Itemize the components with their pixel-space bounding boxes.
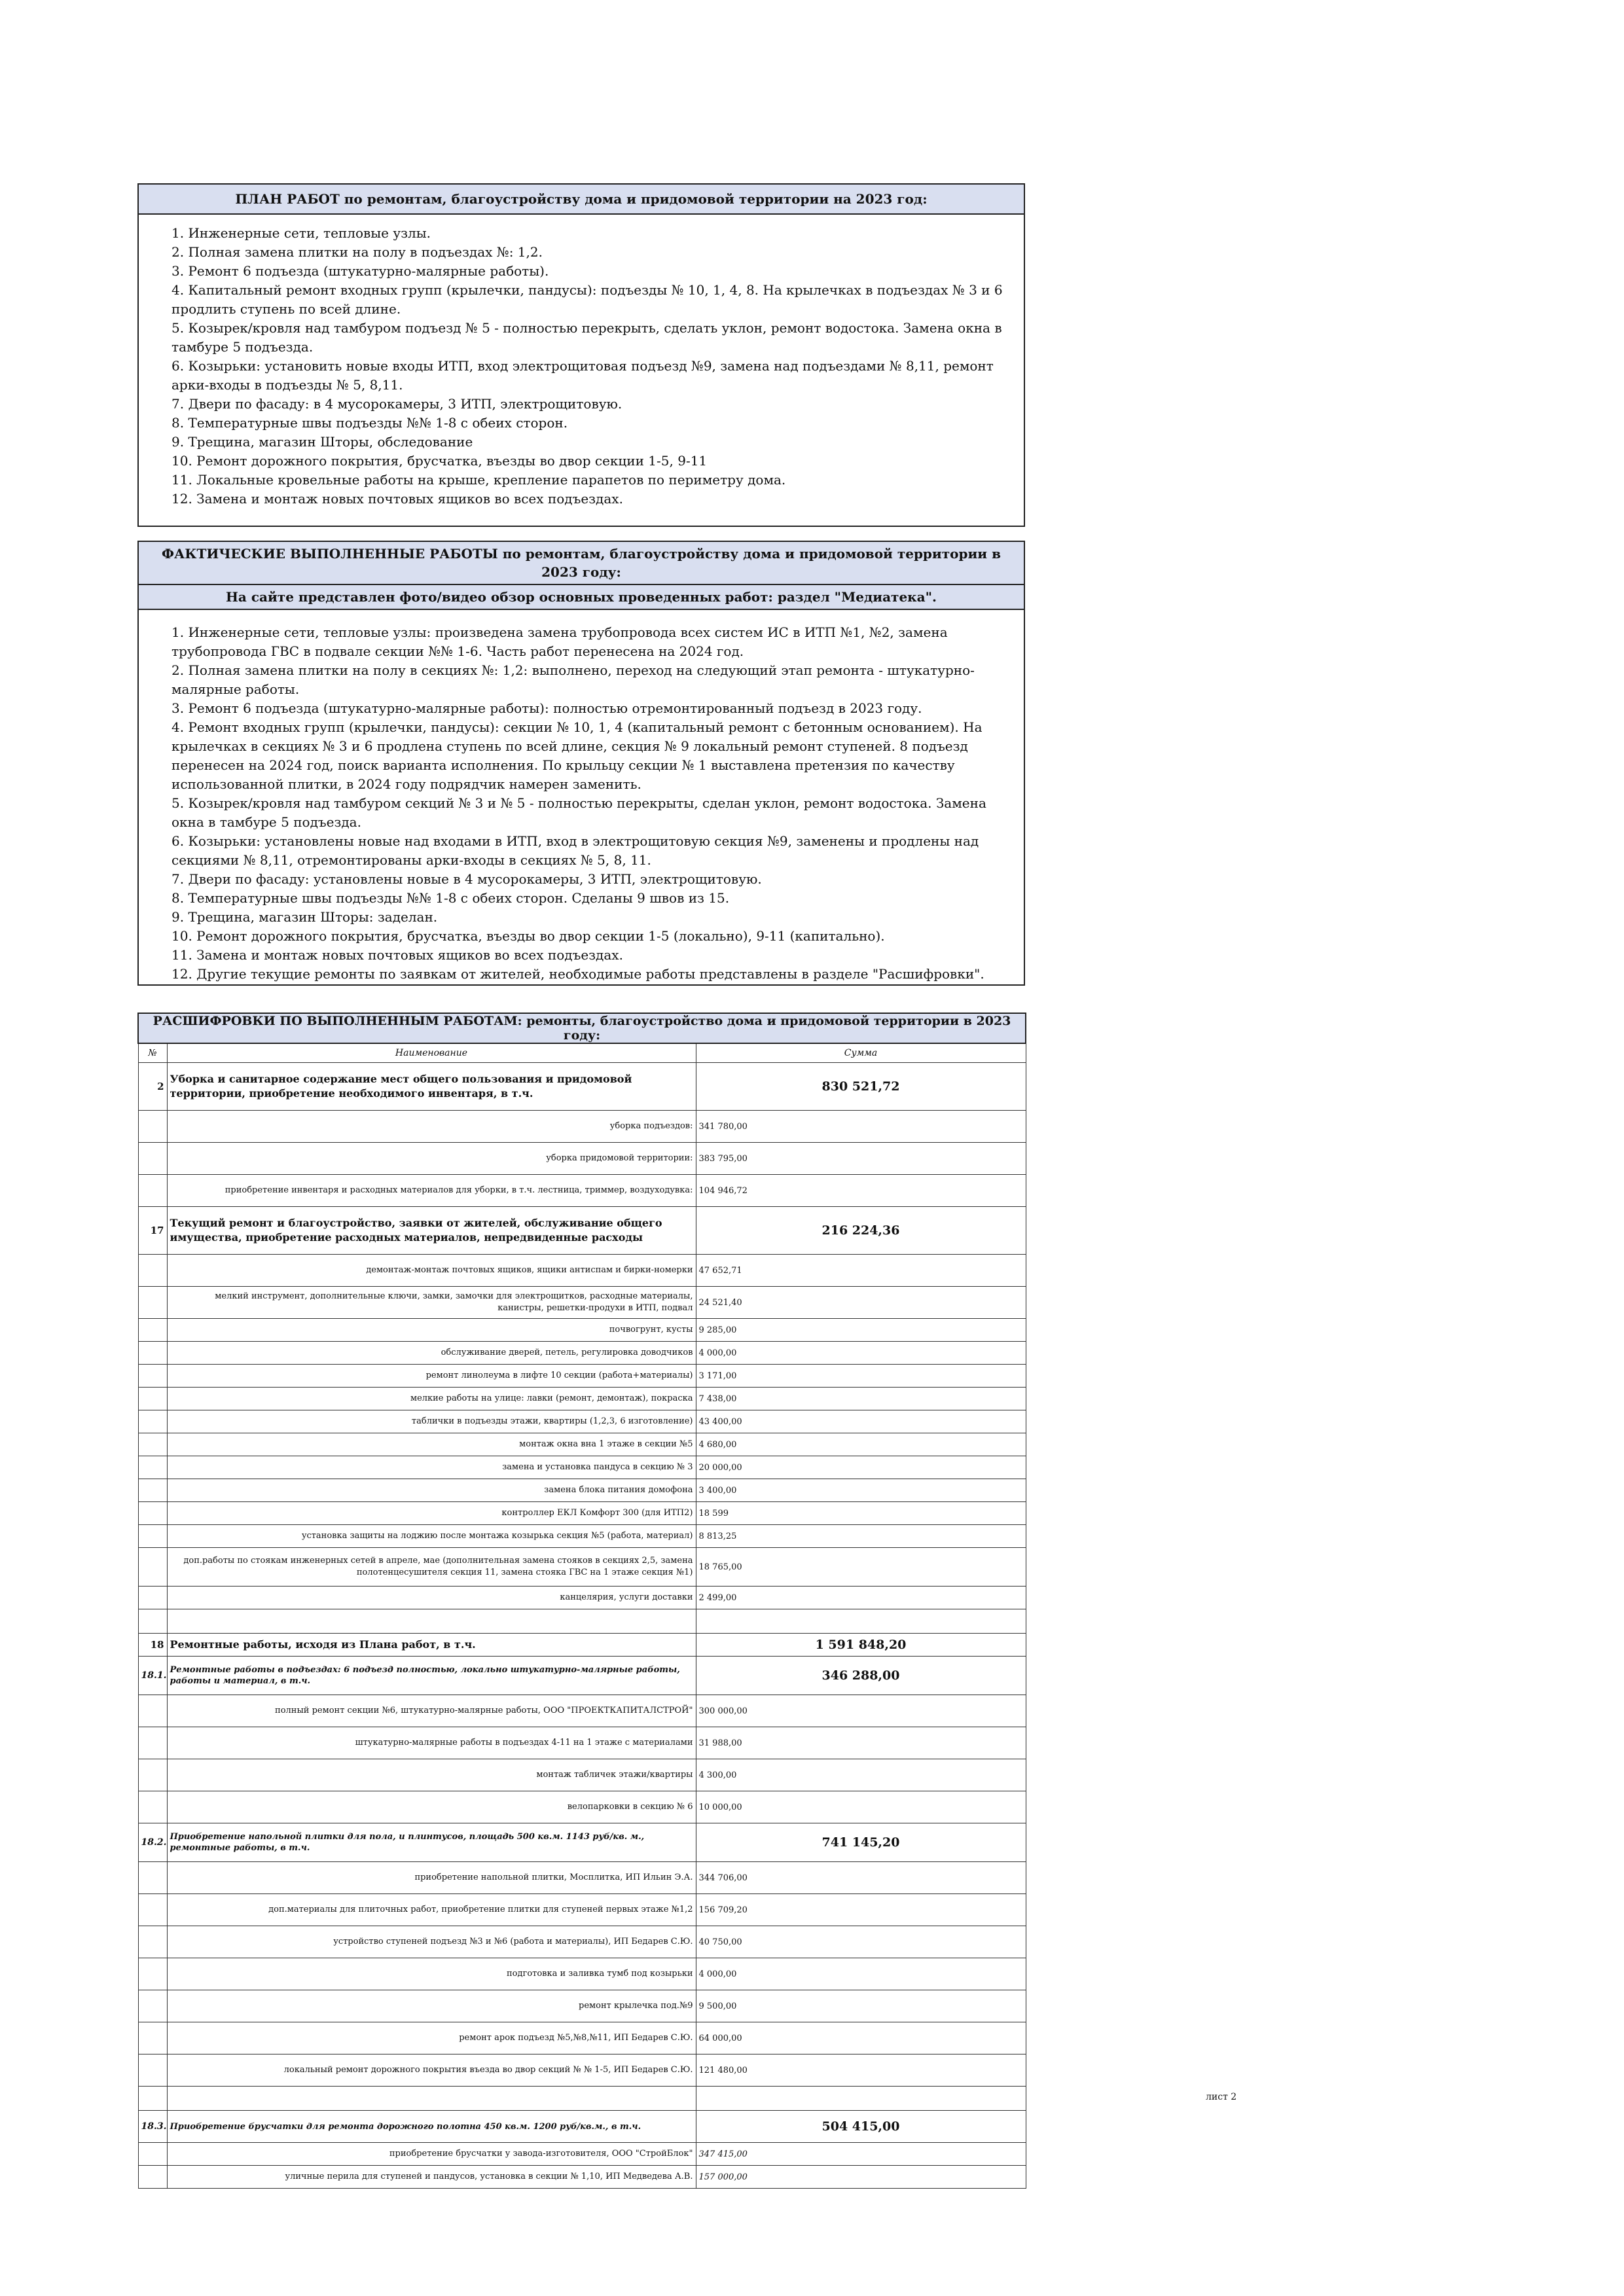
empty-cell xyxy=(138,1502,167,1525)
fact-item: 12. Другие текущие ремонты по заявкам от жителей, необходимые работы представлены в разделе "Расшифровки". xyxy=(171,966,984,982)
empty-cell xyxy=(138,1587,167,1609)
item-name: демонтаж-монтаж почтовых ящиков, ящики антиспам и бирки-номерки xyxy=(167,1255,696,1287)
plan-item: 8. Температурные швы подъезды №№ 1-8 с обеих сторон. xyxy=(171,415,568,431)
subgroup-sum: 346 288,00 xyxy=(696,1657,1026,1695)
empty-cell xyxy=(167,2087,696,2111)
table-row-subgroup xyxy=(138,1823,1026,1862)
fact-items xyxy=(139,610,1024,989)
item-value: 347 415,00 xyxy=(696,2143,1026,2166)
item-name: полный ремонт секции №6, штукатурно-малярные работы, ООО "ПРОЕКТКАПИТАЛСТРОЙ" xyxy=(167,1695,696,1727)
item-name: приобретение инвентаря и расходных материалов для уборки, в т.ч. лестница, триммер, воздуходувка: xyxy=(167,1175,696,1207)
empty-cell xyxy=(138,1255,167,1287)
empty-cell xyxy=(138,2087,167,2111)
empty-cell xyxy=(138,1695,167,1727)
empty-cell xyxy=(138,1926,167,1958)
table-row xyxy=(138,1433,1026,1456)
table-row xyxy=(138,1587,1026,1609)
item-value: 31 988,00 xyxy=(696,1727,1026,1759)
fact-item: 4. Ремонт входных групп (крылечки, пандусы): секции № 10, 1, 4 (капитальный ремонт с бетонным основанием). На крылечках в секциях № 3 и 6 продлена ступень по всей длине, секция № 9 локальный ремонт ступеней. 8 подъезд перенесен на 2024 год, поиск варианта исполнения. По крыльцу секции № 1 выставлена претензия по качеству использованной плитки, в 2024 году подрядчик намерен заменить. xyxy=(171,719,983,792)
item-name: штукатурно-малярные работы в подъездах 4-11 на 1 этаже с материалами xyxy=(167,1727,696,1759)
empty-cell xyxy=(138,1548,167,1587)
group-number: 17 xyxy=(138,1207,167,1255)
item-name: доп.материалы для плиточных работ, приобретение плитки для ступеней первых этаже №1,2 xyxy=(167,1894,696,1926)
fact-item: 2. Полная замена плитки на полу в секциях №: 1,2: выполнено, переход на следующий этап ремонта - штукатурно-малярные работы. xyxy=(171,662,975,697)
empty-cell xyxy=(138,1433,167,1456)
sheet-label: лист 2 xyxy=(1206,2092,1237,2102)
item-name: ремонт линолеума в лифте 10 секции (работа+материалы) xyxy=(167,1365,696,1388)
empty-cell xyxy=(696,1609,1026,1634)
plan-item: 5. Козырек/кровля над тамбуром подъезд № 5 - полностью перекрыть, сделать уклон, ремонт водостока. Замена окна в тамбуре 5 подъезда. xyxy=(171,320,1002,355)
item-name: контроллер ЕКЛ Комфорт 300 (для ИТП2) xyxy=(167,1502,696,1525)
group-number: 18 xyxy=(138,1634,167,1657)
table-row xyxy=(138,2166,1026,2189)
plan-item: 6. Козырьки: установить новые входы ИТП, вход электрощитовая подъезд №9, замена над подъездами № 8,11, ремонт арки-входы в подъезды № 5, 8,11. xyxy=(171,358,994,393)
table-row xyxy=(138,1410,1026,1433)
table-row xyxy=(138,1175,1026,1207)
item-name: устройство ступеней подъезд №3 и №6 (работа и материалы), ИП Бедарев С.Ю. xyxy=(167,1926,696,1958)
subgroup-name: Приобретение напольной плитки для пола, и плинтусов, площадь 500 кв.м. 1143 руб/кв. м., ремонтные работы, в т.ч. xyxy=(167,1823,696,1862)
item-name: доп.работы по стоякам инженерных сетей в апреле, мае (дополнительная замена стояков в секциях 2,5, замена полотенцесушителя секция 11, замена стояка ГВС на 1 этаже секция №1) xyxy=(167,1548,696,1587)
item-name: обслуживание дверей, петель, регулировка доводчиков xyxy=(167,1342,696,1365)
group-name: Текущий ремонт и благоустройство, заявки от жителей, обслуживание общего имущества, приобретение расходных материалов, непредвиденные расходы xyxy=(167,1207,696,1255)
group-sum: 830 521,72 xyxy=(696,1063,1026,1111)
item-value: 40 750,00 xyxy=(696,1926,1026,1958)
empty-cell xyxy=(696,2087,1026,2111)
item-value: 4 000,00 xyxy=(696,1342,1026,1365)
item-value: 9 285,00 xyxy=(696,1319,1026,1342)
item-name: установка защиты на лоджию после монтажа козырька секция №5 (работа, материал) xyxy=(167,1525,696,1548)
subgroup-name: Приобретение брусчатки для ремонта дорожного полотна 450 кв.м. 1200 руб/кв.м., в т.ч. xyxy=(167,2111,696,2143)
item-value: 344 706,00 xyxy=(696,1862,1026,1894)
empty-cell xyxy=(138,1410,167,1433)
table-row xyxy=(138,1479,1026,1502)
item-name: велопарковки в секцию № 6 xyxy=(167,1791,696,1823)
item-value: 3 171,00 xyxy=(696,1365,1026,1388)
fact-item: 1. Инженерные сети, тепловые узлы: произведена замена трубопровода всех систем ИС в ИТП №1, №2, замена трубопровода ГВС в подвале секции №№ 1-6. Часть работ перенесена на 2024 год. xyxy=(171,624,948,659)
empty-cell xyxy=(138,1175,167,1207)
item-value: 24 521,40 xyxy=(696,1287,1026,1319)
fact-title: ФАКТИЧЕСКИЕ ВЫПОЛНЕННЫЕ РАБОТЫ по ремонтам, благоустройству дома и придомовой территории в 2023 году: xyxy=(139,542,1024,585)
empty-cell xyxy=(138,1791,167,1823)
empty-cell xyxy=(138,1894,167,1926)
table-row xyxy=(138,1319,1026,1342)
item-value: 157 000,00 xyxy=(696,2166,1026,2189)
item-value: 4 000,00 xyxy=(696,1958,1026,1990)
empty-cell xyxy=(138,1319,167,1342)
col-name-header: Наименование xyxy=(167,1043,696,1063)
item-name: монтаж табличек этажи/квартиры xyxy=(167,1759,696,1791)
table-row xyxy=(138,1143,1026,1175)
plan-item: 9. Трещина, магазин Шторы, обследование xyxy=(171,434,473,450)
fact-item: 5. Козырек/кровля над тамбуром секций № 3 и № 5 - полностью перекрыты, сделан уклон, ремонт водостока. Замена окна в тамбуре 5 подъезда. xyxy=(171,795,986,830)
empty-cell xyxy=(138,1388,167,1410)
fact-item: 3. Ремонт 6 подъезда (штукатурно-малярные работы): полностью отремонтированный подъезд в 2023 году. xyxy=(171,700,922,716)
fact-item: 10. Ремонт дорожного покрытия, брусчатка, въезды во двор секции 1-5 (локально), 9-11 (капитально). xyxy=(171,928,885,944)
plan-items xyxy=(139,215,1024,514)
item-name: подготовка и заливка тумб под козырьки xyxy=(167,1958,696,1990)
empty-cell xyxy=(138,2166,167,2189)
subgroup-sum: 741 145,20 xyxy=(696,1823,1026,1862)
plan-item: 3. Ремонт 6 подъезда (штукатурно-малярные работы). xyxy=(171,263,549,279)
table-row xyxy=(138,1525,1026,1548)
table-row xyxy=(138,1791,1026,1823)
decode-title: РАСШИФРОВКИ ПО ВЫПОЛНЕННЫМ РАБОТАМ: ремонты, благоустройство дома и придомовой территории в 2023 году: xyxy=(138,1013,1026,1043)
item-name: почвогрунт, кусты xyxy=(167,1319,696,1342)
table-title-row xyxy=(138,1013,1026,1043)
empty-cell xyxy=(167,1609,696,1634)
plan-item: 4. Капитальный ремонт входных групп (крылечки, пандусы): подъезды № 10, 1, 4, 8. На крылечках в подъездах № 3 и 6 продлить ступень по всей длине. xyxy=(171,282,1003,317)
empty-cell xyxy=(138,1111,167,1143)
table-row xyxy=(138,1287,1026,1319)
col-sum-header: Сумма xyxy=(696,1043,1026,1063)
subgroup-name: Ремонтные работы в подъездах: 6 подъезд полностью, локально штукатурно-малярные работы, работы и материал, в т.ч. xyxy=(167,1657,696,1695)
item-value: 64 000,00 xyxy=(696,2022,1026,2054)
fact-item: 9. Трещина, магазин Шторы: заделан. xyxy=(171,909,438,925)
table-row-group xyxy=(138,1207,1026,1255)
item-name: приобретение брусчатки у завода-изготовителя, ООО "СтройБлок" xyxy=(167,2143,696,2166)
plan-item: 12. Замена и монтаж новых почтовых ящиков во всех подъездах. xyxy=(171,491,623,507)
table-row xyxy=(138,2022,1026,2054)
group-number: 2 xyxy=(138,1063,167,1111)
fact-item: 7. Двери по фасаду: установлены новые в 4 мусорокамеры, 3 ИТП, электрощитовую. xyxy=(171,871,762,887)
table-row xyxy=(138,1365,1026,1388)
empty-cell xyxy=(138,2054,167,2087)
table-row xyxy=(138,1862,1026,1894)
subgroup-sum: 504 415,00 xyxy=(696,2111,1026,2143)
table-row-group xyxy=(138,1063,1026,1111)
group-sum: 216 224,36 xyxy=(696,1207,1026,1255)
group-name: Ремонтные работы, исходя из Плана работ, в т.ч. xyxy=(167,1634,696,1657)
fact-item: 6. Козырьки: установлены новые над входами в ИТП, вход в электрощитовую секция №9, заменены и продлены над секциями № 8,11, отремонтированы арки-входы в секциях № 5, 8, 11. xyxy=(171,833,979,868)
table-row xyxy=(138,1727,1026,1759)
item-value: 341 780,00 xyxy=(696,1111,1026,1143)
table-row xyxy=(138,1695,1026,1727)
empty-cell xyxy=(138,1365,167,1388)
item-name: приобретение напольной плитки, Мосплитка, ИП Ильин Э.А. xyxy=(167,1862,696,1894)
table-row xyxy=(138,2054,1026,2087)
table-header-row xyxy=(138,1043,1026,1063)
empty-cell xyxy=(138,1456,167,1479)
table-row-subgroup xyxy=(138,2111,1026,2143)
item-value: 20 000,00 xyxy=(696,1456,1026,1479)
item-value: 2 499,00 xyxy=(696,1587,1026,1609)
item-value: 104 946,72 xyxy=(696,1175,1026,1207)
plan-item: 11. Локальные кровельные работы на крыше, крепление парапетов по периметру дома. xyxy=(171,472,786,488)
subgroup-number: 18.3. xyxy=(138,2111,167,2143)
item-name: локальный ремонт дорожного покрытия въезда во двор секций № № 1-5, ИП Бедарев С.Ю. xyxy=(167,2054,696,2087)
decode-table xyxy=(137,1013,1026,2189)
empty-cell xyxy=(138,1525,167,1548)
item-name: уличные перила для ступеней и пандусов, установка в секции № 1,10, ИП Медведева А.В. xyxy=(167,2166,696,2189)
group-name: Уборка и санитарное содержание мест общего пользования и придомовой территории, приобретение необходимого инвентаря, в т.ч. xyxy=(167,1063,696,1111)
item-value: 4 300,00 xyxy=(696,1759,1026,1791)
fact-item: 8. Температурные швы подъезды №№ 1-8 с обеих сторон. Сделаны 9 швов из 15. xyxy=(171,890,730,906)
plan-item: 1. Инженерные сети, тепловые узлы. xyxy=(171,225,431,241)
table-row xyxy=(138,1111,1026,1143)
plan-title: ПЛАН РАБОТ по ремонтам, благоустройству дома и придомовой территории на 2023 год: xyxy=(139,185,1024,215)
table-row xyxy=(138,1548,1026,1587)
item-value: 47 652,71 xyxy=(696,1255,1026,1287)
item-value: 3 400,00 xyxy=(696,1479,1026,1502)
table-row xyxy=(138,1759,1026,1791)
item-value: 156 709,20 xyxy=(696,1894,1026,1926)
group-sum: 1 591 848,20 xyxy=(696,1634,1026,1657)
plan-item: 7. Двери по фасаду: в 4 мусорокамеры, 3 ИТП, электрощитовую. xyxy=(171,396,623,412)
item-name: таблички в подъезды этажи, квартиры (1,2,3, 6 изготовление) xyxy=(167,1410,696,1433)
item-name: ремонт арок подъезд №5,№8,№11, ИП Бедарев С.Ю. xyxy=(167,2022,696,2054)
item-value: 7 438,00 xyxy=(696,1388,1026,1410)
table-row-empty xyxy=(138,2087,1026,2111)
table-row xyxy=(138,2143,1026,2166)
table-row xyxy=(138,1958,1026,1990)
table-row xyxy=(138,1456,1026,1479)
table-row xyxy=(138,1388,1026,1410)
empty-cell xyxy=(138,1958,167,1990)
item-name: монтаж окна вна 1 этаже в секции №5 xyxy=(167,1433,696,1456)
fact-subtitle: На сайте представлен фото/видео обзор основных проведенных работ: раздел "Медиатека". xyxy=(139,585,1024,610)
empty-cell xyxy=(138,1862,167,1894)
table-row xyxy=(138,1255,1026,1287)
item-value: 121 480,00 xyxy=(696,2054,1026,2087)
item-value: 10 000,00 xyxy=(696,1791,1026,1823)
item-value: 4 680,00 xyxy=(696,1433,1026,1456)
plan-section xyxy=(137,183,1025,527)
empty-cell xyxy=(138,2022,167,2054)
table-row-empty xyxy=(138,1609,1026,1634)
plan-item: 10. Ремонт дорожного покрытия, брусчатка, въезды во двор секции 1-5, 9-11 xyxy=(171,453,708,469)
fact-section xyxy=(137,541,1025,986)
item-name: канцелярия, услуги доставки xyxy=(167,1587,696,1609)
item-name: замена и установка пандуса в секцию № 3 xyxy=(167,1456,696,1479)
item-name: мелкие работы на улице: лавки (ремонт, демонтаж), покраска xyxy=(167,1388,696,1410)
item-name: ремонт крылечка под.№9 xyxy=(167,1990,696,2022)
item-value: 383 795,00 xyxy=(696,1143,1026,1175)
item-value: 8 813,25 xyxy=(696,1525,1026,1548)
empty-cell xyxy=(138,1143,167,1175)
item-name: уборка придомовой территории: xyxy=(167,1143,696,1175)
item-value: 300 000,00 xyxy=(696,1695,1026,1727)
item-value: 18 599 xyxy=(696,1502,1026,1525)
subgroup-number: 18.2. xyxy=(138,1823,167,1862)
table-row-group xyxy=(138,1634,1026,1657)
empty-cell xyxy=(138,1342,167,1365)
table-row xyxy=(138,1894,1026,1926)
item-value: 9 500,00 xyxy=(696,1990,1026,2022)
table-row xyxy=(138,1926,1026,1958)
fact-item: 11. Замена и монтаж новых почтовых ящиков во всех подъездах. xyxy=(171,947,623,963)
empty-cell xyxy=(138,1759,167,1791)
table-row xyxy=(138,1990,1026,2022)
empty-cell xyxy=(138,1990,167,2022)
table-row xyxy=(138,1342,1026,1365)
empty-cell xyxy=(138,1727,167,1759)
item-name: мелкий инструмент, дополнительные ключи, замки, замочки для электрощитков, расходные материалы, канистры, решетки-продухи в ИТП, подвал xyxy=(167,1287,696,1319)
subgroup-number: 18.1. xyxy=(138,1657,167,1695)
empty-cell xyxy=(138,1287,167,1319)
item-name: замена блока питания домофона xyxy=(167,1479,696,1502)
table-row-subgroup xyxy=(138,1657,1026,1695)
item-value: 43 400,00 xyxy=(696,1410,1026,1433)
col-num-header: № xyxy=(138,1043,167,1063)
table-row xyxy=(138,1502,1026,1525)
plan-item: 2. Полная замена плитки на полу в подъездах №: 1,2. xyxy=(171,244,543,260)
empty-cell xyxy=(138,1609,167,1634)
item-name: уборка подъездов: xyxy=(167,1111,696,1143)
item-value: 18 765,00 xyxy=(696,1548,1026,1587)
empty-cell xyxy=(138,1479,167,1502)
empty-cell xyxy=(138,2143,167,2166)
